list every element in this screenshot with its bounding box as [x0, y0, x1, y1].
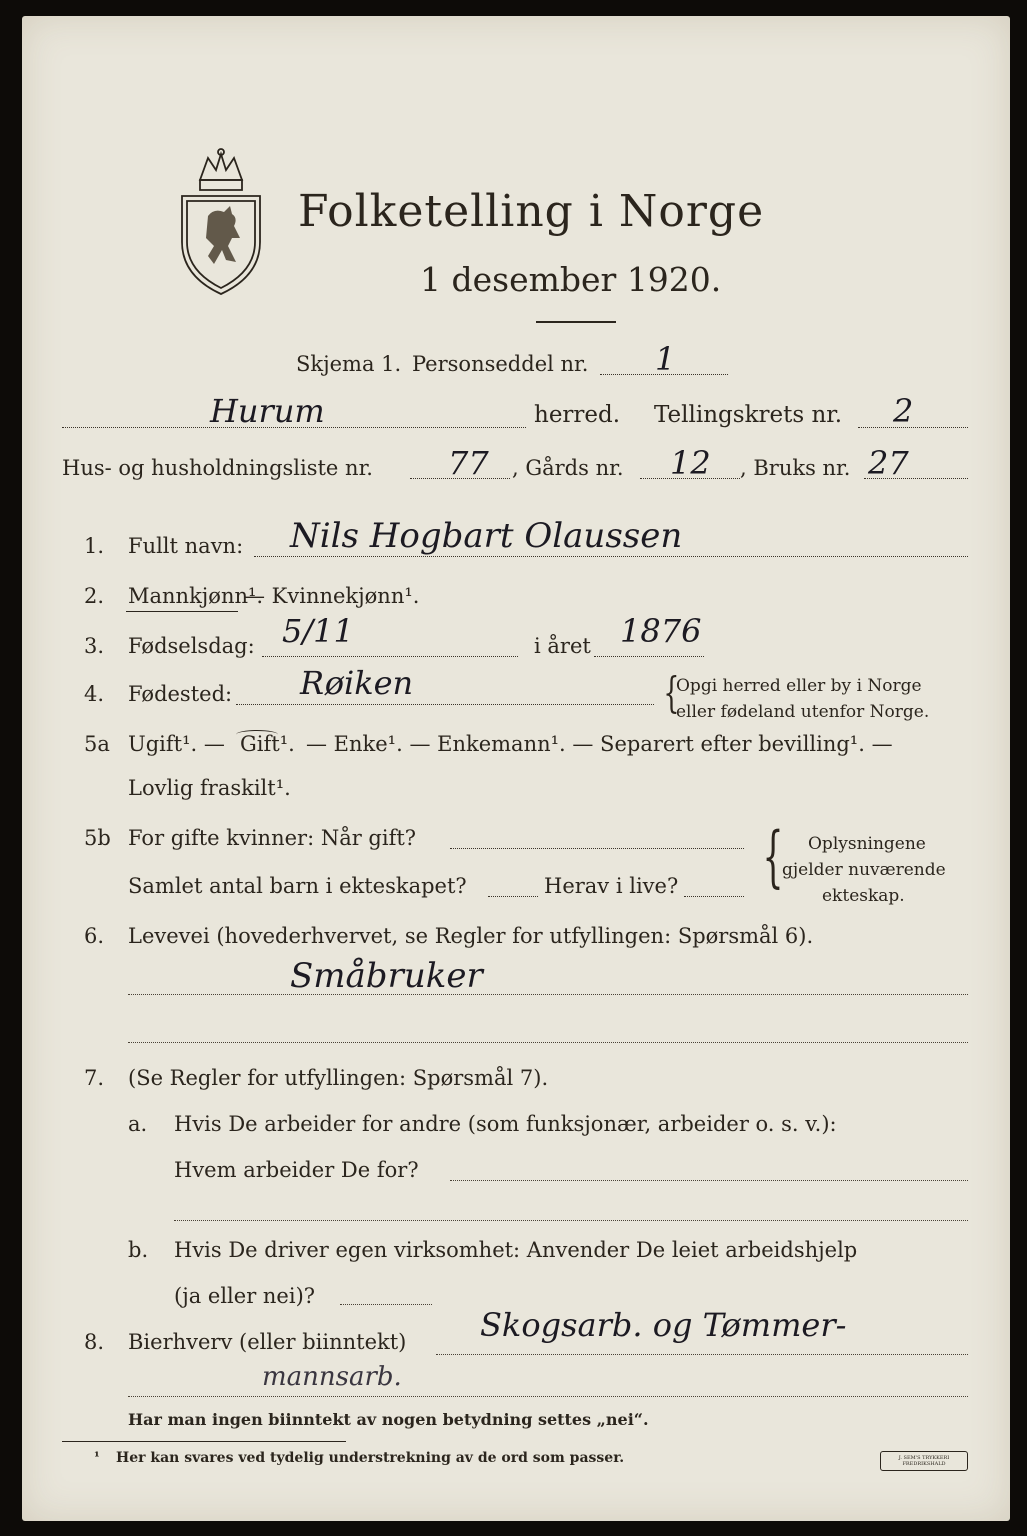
bleed-through-text — [400, 118, 405, 136]
herred-label: herred. — [534, 402, 621, 428]
q5a-number: 5a — [84, 732, 110, 756]
q3-line — [262, 656, 518, 657]
q4-brace: { — [663, 668, 680, 717]
birth-year-value: 1876 — [620, 612, 702, 650]
q6-line1 — [128, 994, 968, 995]
printer-stamp-text: J. SEM'S TRYKKERI FREDRIKSHALD — [898, 1455, 950, 1467]
footnote-text: Her kan svares ved tydelig understrekning av de ord som passer. — [116, 1450, 625, 1466]
q2-female-option: — Kvinnekjønn¹. — [244, 584, 420, 608]
q1-line — [254, 556, 968, 557]
title-divider — [536, 321, 616, 323]
q8-line1 — [436, 1354, 968, 1355]
q5b-alive-line — [684, 896, 744, 897]
q3-year-label: i året — [534, 634, 591, 658]
q5a-married-mark — [236, 730, 278, 739]
q5b-label: For gifte kvinner: Når gift? — [128, 826, 417, 850]
q6-label: Levevei (hovederhvervet, se Regler for utfyllingen: Spørsmål 6). — [128, 924, 814, 948]
footnote-mark: ¹ — [94, 1450, 100, 1465]
q7a-letter: a. — [128, 1112, 148, 1136]
q7b-line — [340, 1304, 432, 1305]
q6-line2 — [128, 1042, 968, 1043]
occupation-value: Småbruker — [290, 956, 483, 996]
q7a-text: Hvis De arbeider for andre (som funksjonær, arbeider o. s. v.): — [174, 1112, 837, 1136]
page-title: Folketelling i Norge — [298, 186, 765, 237]
q7b-letter: b. — [128, 1238, 149, 1262]
q5b-children-line — [488, 896, 538, 897]
q2-male-option: Mannkjønn¹. — [128, 584, 264, 608]
gards-value: 12 — [670, 444, 711, 482]
q5b-brace: { — [762, 818, 784, 895]
footnote-divider — [62, 1441, 346, 1442]
personseddel-value: 1 — [655, 340, 676, 378]
q2-number: 2. — [84, 584, 105, 608]
secondary-occupation-value: Skogsarb. og Tømmer- — [480, 1306, 847, 1344]
personseddel-label: Personseddel nr. — [412, 352, 589, 376]
q4-number: 4. — [84, 682, 105, 706]
gards-label: , Gårds nr. — [512, 456, 624, 480]
bruks-value: 27 — [868, 444, 909, 482]
q5b-note-line3: ekteskap. — [822, 886, 905, 906]
q4-note-line2: eller fødeland utenfor Norge. — [676, 702, 930, 722]
q8-number: 8. — [84, 1330, 105, 1354]
q7-label: (Se Regler for utfyllingen: Spørsmål 7). — [128, 1066, 549, 1090]
husliste-value: 77 — [448, 444, 489, 482]
census-form-page — [22, 16, 1010, 1521]
q7b-text-line2: (ja eller nei)? — [174, 1284, 316, 1308]
q8-label: Bierhverv (eller biinntekt) — [128, 1330, 407, 1354]
q7a-line2 — [174, 1220, 968, 1221]
q8-note: Har man ingen biinntekt av nogen betydning settes „nei“. — [128, 1410, 649, 1429]
q7a-who-line — [450, 1180, 968, 1181]
q4-line — [236, 704, 654, 705]
q5b-alive-label: Herav i live? — [544, 874, 679, 898]
husliste-label: Hus- og husholdningsliste nr. — [62, 456, 373, 480]
census-date: 1 desember 1920. — [420, 260, 722, 299]
birth-date-value: 5/11 — [282, 612, 354, 650]
tellingskrets-label: Tellingskrets nr. — [654, 402, 843, 428]
herred-value: Hurum — [210, 392, 325, 430]
q3-year-line — [594, 656, 704, 657]
q2-male-underline — [126, 611, 238, 612]
q4-label: Fødested: — [128, 682, 233, 706]
q3-label: Fødselsdag: — [128, 634, 255, 658]
norwegian-coat-of-arms-icon — [178, 146, 264, 296]
q1-number: 1. — [84, 534, 105, 558]
q5b-note-line2: gjelder nuværende — [782, 860, 946, 880]
q4-note-line1: Opgi herred eller by i Norge — [676, 676, 922, 696]
q7-number: 7. — [84, 1066, 105, 1090]
schema-label: Skjema 1. — [296, 352, 402, 376]
q7a-who-label: Hvem arbeider De for? — [174, 1158, 419, 1182]
q7b-text: Hvis De driver egen virksomhet: Anvender De leiet arbeidshjelp — [174, 1238, 858, 1262]
secondary-occupation-value-cont: mannsarb. — [262, 1362, 402, 1392]
q5b-number: 5b — [84, 826, 111, 850]
q5b-children-label: Samlet antal barn i ekteskapet? — [128, 874, 467, 898]
q5b-when-line — [450, 848, 744, 849]
q5a-married-option: Gift¹. — [240, 732, 295, 756]
q5a-unmarried-option: Ugift¹. — — [128, 732, 225, 756]
q3-number: 3. — [84, 634, 105, 658]
q5a-other-options: — Enke¹. — Enkemann¹. — Separert efter bevilling¹. — — [306, 732, 893, 756]
birthplace-value: Røiken — [300, 664, 414, 702]
full-name-value: Nils Hogbart Olaussen — [290, 516, 683, 556]
q8-line2 — [128, 1396, 968, 1397]
printer-stamp — [880, 1451, 968, 1471]
q5a-divorced-option: Lovlig fraskilt¹. — [128, 776, 291, 800]
tellingskrets-value: 2 — [893, 392, 914, 430]
bruks-label: , Bruks nr. — [740, 456, 851, 480]
q6-number: 6. — [84, 924, 105, 948]
q5b-note-line1: Oplysningene — [808, 834, 926, 854]
q1-label: Fullt navn: — [128, 534, 244, 558]
